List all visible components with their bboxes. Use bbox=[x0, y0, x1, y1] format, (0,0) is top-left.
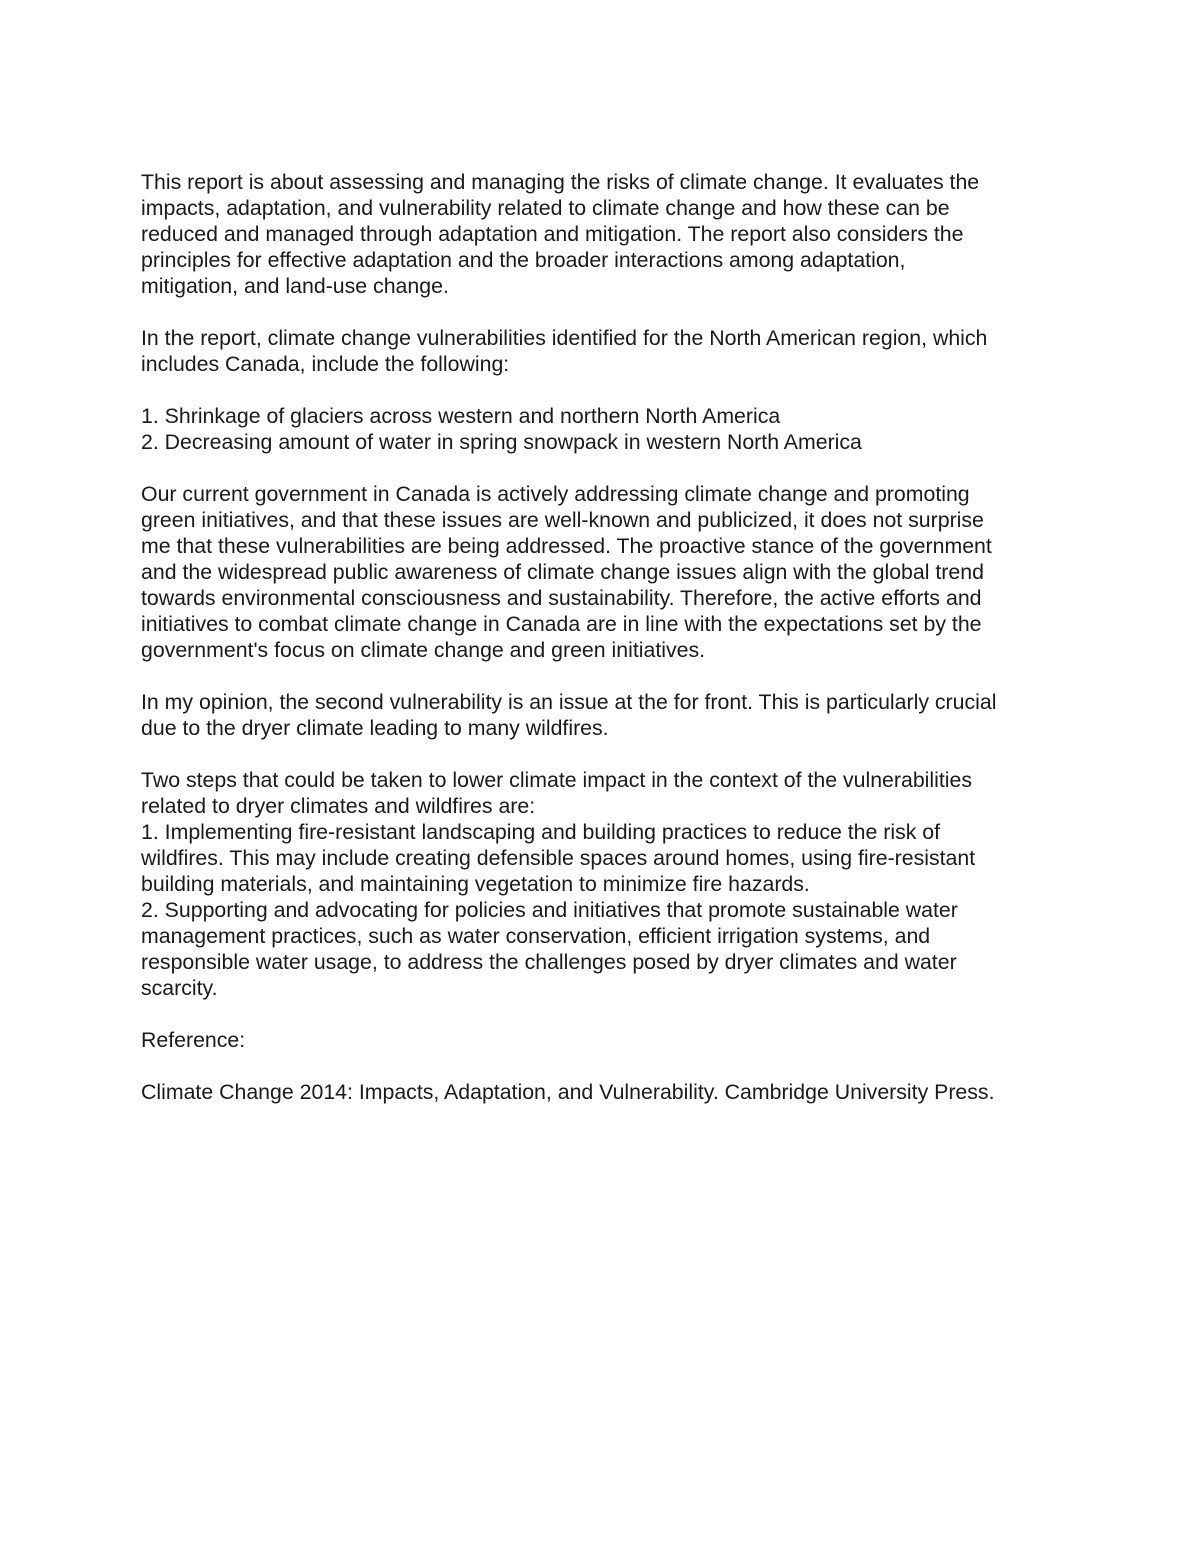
steps-line: building materials, and maintaining vegetation to minimize fire hazards. bbox=[141, 872, 810, 896]
opinion-line: In my opinion, the second vulnerability is an issue at the for front. This is particularly crucial bbox=[141, 690, 997, 714]
steps-line: 1. Implementing fire-resistant landscaping and building practices to reduce the risk of bbox=[141, 820, 941, 844]
government-line: government's focus on climate change and green initiatives. bbox=[141, 638, 706, 662]
government-line: Our current government in Canada is actively addressing climate change and promoting bbox=[141, 482, 970, 506]
intro-line: principles for effective adaptation and the broader interactions among adaptation, bbox=[141, 248, 906, 272]
vulnerability-item: 2. Decreasing amount of water in spring snowpack in western North America bbox=[141, 430, 862, 454]
vulnerability-item: 1. Shrinkage of glaciers across western and northern North America bbox=[141, 404, 781, 428]
government-line: me that these vulnerabilities are being addressed. The proactive stance of the government bbox=[141, 534, 992, 558]
steps-line: responsible water usage, to address the challenges posed by dryer climates and water bbox=[141, 950, 957, 974]
document-body bbox=[141, 169, 1061, 1131]
vulnerabilities-list bbox=[141, 403, 1061, 455]
steps-line: management practices, such as water conservation, efficient irrigation systems, and bbox=[141, 924, 931, 948]
vulnerabilities-intro-line: In the report, climate change vulnerabilities identified for the North American region, which bbox=[141, 326, 988, 350]
government-line: initiatives to combat climate change in Canada are in line with the expectations set by the bbox=[141, 612, 982, 636]
opinion-paragraph bbox=[141, 689, 1061, 741]
government-paragraph bbox=[141, 481, 1061, 663]
intro-line: reduced and managed through adaptation and mitigation. The report also considers the bbox=[141, 222, 964, 246]
reference-entry-block bbox=[141, 1079, 1061, 1105]
vulnerabilities-intro-paragraph bbox=[141, 325, 1061, 377]
steps-line: Two steps that could be taken to lower climate impact in the context of the vulnerabilities bbox=[141, 768, 973, 792]
vulnerabilities-intro-line: includes Canada, include the following: bbox=[141, 352, 510, 376]
steps-line: wildfires. This may include creating defensible spaces around homes, using fire-resistant bbox=[141, 846, 976, 870]
intro-line: mitigation, and land-use change. bbox=[141, 274, 449, 298]
reference-heading-block bbox=[141, 1027, 1061, 1053]
government-line: and the widespread public awareness of climate change issues align with the global trend bbox=[141, 560, 984, 584]
steps-line: scarcity. bbox=[141, 976, 218, 1000]
steps-line: related to dryer climates and wildfires are: bbox=[141, 794, 536, 818]
opinion-line: due to the dryer climate leading to many wildfires. bbox=[141, 716, 609, 740]
reference-entry: Climate Change 2014: Impacts, Adaptation, and Vulnerability. Cambridge University Press. bbox=[141, 1080, 995, 1104]
intro-line: This report is about assessing and managing the risks of climate change. It evaluates the bbox=[141, 170, 980, 194]
government-line: green initiatives, and that these issues are well-known and publicized, it does not surprise bbox=[141, 508, 984, 532]
intro-paragraph bbox=[141, 169, 1061, 299]
steps-line: 2. Supporting and advocating for policies and initiatives that promote sustainable water bbox=[141, 898, 958, 922]
government-line: towards environmental consciousness and sustainability. Therefore, the active efforts and bbox=[141, 586, 982, 610]
intro-line: impacts, adaptation, and vulnerability related to climate change and how these can be bbox=[141, 196, 950, 220]
steps-paragraph bbox=[141, 767, 1061, 1001]
reference-heading: Reference: bbox=[141, 1028, 246, 1052]
